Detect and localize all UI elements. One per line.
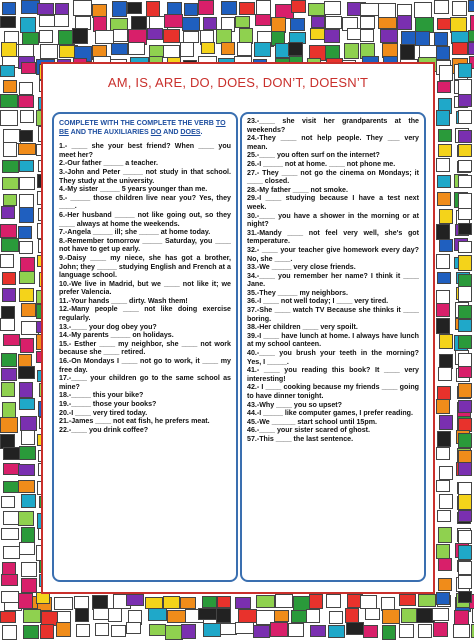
decorative-square: [436, 592, 450, 605]
instructions-verb: TO BE: [59, 119, 226, 136]
decorative-square: [255, 14, 271, 26]
right-column: [240, 112, 426, 582]
decorative-square: [19, 398, 35, 410]
decorative-square: [235, 622, 254, 634]
decorative-square: [18, 593, 33, 609]
decorative-square: [458, 286, 472, 302]
decorative-square: [436, 318, 450, 334]
decorative-square: [458, 110, 472, 124]
exercise-item: 3.-John and Peter _____ not study in that school. They study at the university.: [59, 167, 231, 185]
exercise-item: 26.-I _____ not at home. ____ not phone me.: [247, 159, 396, 168]
decorative-square: [72, 28, 88, 44]
decorative-square: [274, 610, 289, 622]
decorative-square: [438, 578, 452, 591]
decorative-square: [18, 366, 35, 379]
decorative-square: [439, 415, 453, 430]
decorative-square: [3, 546, 20, 559]
decorative-square: [458, 193, 472, 209]
decorative-square: [436, 399, 450, 414]
decorative-square: [458, 79, 472, 95]
decorative-square: [19, 241, 33, 254]
decorative-square: [436, 46, 450, 60]
decorative-square: [221, 1, 237, 15]
decorative-square: [458, 591, 472, 603]
decorative-square: [345, 608, 359, 623]
decorative-square: [95, 623, 109, 636]
decorative-square: [436, 480, 450, 492]
decorative-square: [437, 272, 451, 284]
decorative-square: [458, 160, 472, 172]
decorative-square: [288, 623, 304, 637]
exercise-item: 19.-_____ those your books?: [59, 400, 157, 408]
decorative-square: [19, 288, 34, 302]
worksheet-title: AM, IS, ARE, DO, DOES, DON’T, DOESN’T: [107, 75, 369, 90]
decorative-square: [458, 383, 472, 398]
decorative-square: [458, 462, 472, 476]
decorative-square: [239, 2, 255, 15]
exercise-item: 39.-I ____ have lunch at home. I always have lunch at my school canteen.: [247, 331, 419, 349]
decorative-square: [452, 1, 467, 16]
decorative-square: [235, 597, 251, 609]
decorative-square: [1, 353, 17, 367]
exercise-item: 35.-They _____ my neighbors.: [247, 288, 348, 297]
decorative-square: [438, 367, 452, 381]
decorative-square: [270, 622, 288, 637]
decorative-square: [111, 625, 126, 637]
decorative-square: [291, 0, 306, 13]
exercise-item: 12.-Many people ____ not like doing exercise regularly.: [59, 305, 231, 323]
exercise-item: 43.-Why ____ you so upset?: [247, 400, 343, 409]
decorative-square: [326, 594, 341, 608]
decorative-square: [76, 624, 90, 637]
exercise-item: 24.-They ____ not help people. They ___ very mean.: [247, 134, 419, 151]
decorative-square: [439, 209, 453, 224]
decorative-square: [399, 624, 414, 638]
decorative-square: [1, 496, 15, 508]
decorative-square: [0, 16, 16, 28]
decorative-square: [3, 447, 20, 460]
decorative-square: [167, 610, 186, 623]
decorative-square: [235, 16, 250, 28]
decorative-square: [19, 446, 36, 460]
decorative-square: [18, 511, 34, 526]
exercise-item: 23.-____ she visit her grandparents at the weekends?: [247, 117, 419, 134]
decorative-square: [111, 43, 128, 55]
exercise-item: 27.- They ____ not go the cinema on Mondays; it ____ closed.: [247, 168, 419, 186]
decorative-square: [458, 530, 472, 544]
decorative-square: [434, 32, 448, 46]
exercise-item: 21.-James ____ not eat fish, he prefers meat.: [59, 417, 210, 426]
decorative-square: [20, 17, 36, 33]
decorative-square: [3, 142, 17, 157]
decorative-square: [237, 42, 252, 56]
decorative-square: [146, 1, 160, 17]
decorative-square: [56, 622, 71, 637]
decorative-square: [0, 224, 17, 238]
decorative-square: [2, 288, 16, 302]
decorative-square: [18, 464, 35, 476]
instructions: [59, 119, 231, 136]
decorative-square: [0, 254, 14, 268]
decorative-square: [458, 400, 472, 413]
decorative-square: [458, 255, 472, 271]
decorative-square: [147, 28, 163, 40]
decorative-square: [365, 608, 380, 620]
decorative-square: [19, 82, 33, 95]
exercise-item: 44.-I _____ like computer games, I prefer reading.: [247, 409, 413, 418]
decorative-square: [310, 625, 326, 637]
decorative-square: [468, 0, 474, 12]
decorative-square: [414, 2, 432, 18]
decorative-square: [37, 3, 54, 15]
exercise-item: 36.-I ____ not well today; I ____ very tired.: [247, 297, 389, 306]
decorative-square: [360, 29, 374, 42]
decorative-square: [203, 623, 221, 637]
exercise-item: 25.-____ you often surf on the internet?: [247, 151, 380, 160]
decorative-square: [439, 494, 453, 509]
decorative-square: [184, 3, 198, 16]
decorative-square: [21, 578, 37, 593]
decorative-square: [458, 575, 472, 589]
instructions-end: .: [200, 127, 203, 136]
decorative-square: [275, 594, 293, 608]
decorative-square: [437, 386, 451, 400]
decorative-square: [2, 625, 17, 640]
decorative-square: [458, 175, 472, 188]
decorative-square: [458, 319, 472, 332]
decorative-square: [1, 382, 15, 397]
decorative-square: [126, 594, 144, 606]
decorative-square: [3, 334, 20, 346]
instructions-lead: COMPLETE WITH THE COMPLETE THE VERB: [59, 119, 216, 127]
decorative-square: [436, 447, 450, 460]
decorative-square: [437, 192, 451, 206]
exercise-item: 31.-Mandy ____ not feel very well, she's got temperature.: [247, 228, 419, 246]
worksheet: [41, 62, 435, 594]
decorative-square: [21, 527, 35, 543]
decorative-square: [0, 94, 18, 108]
decorative-square: [433, 622, 448, 637]
decorative-square: [360, 595, 377, 609]
decorative-square: [112, 1, 127, 17]
exercise-item: 42.- I ____ cooking because my friends ____ going to have dinner tonight.: [247, 383, 419, 400]
decorative-square: [458, 561, 472, 575]
exercise-item: 18.-_____ this your bike?: [59, 391, 144, 400]
decorative-square: [23, 625, 39, 639]
decorative-square: [163, 29, 180, 43]
decorative-square: [399, 594, 416, 606]
instructions-middle: AND THE AUXILIARIES: [68, 127, 151, 136]
decorative-square: [3, 194, 17, 206]
decorative-square: [164, 14, 183, 28]
exercise-item: 32.- ____ your teacher give homework every day? No, she ____.: [247, 245, 419, 263]
decorative-square: [453, 624, 470, 638]
decorative-square: [1, 368, 17, 381]
decorative-square: [54, 597, 73, 610]
decorative-square: [1, 591, 19, 603]
decorative-square: [221, 42, 235, 55]
decorative-square: [0, 65, 15, 77]
decorative-square: [436, 110, 450, 126]
exercise-item: 13.-____ your dog obey you?: [59, 322, 157, 331]
exercise-item: 29.-I ____ studying because I have a test next week.: [247, 194, 419, 211]
decorative-square: [454, 610, 469, 625]
decorative-square: [18, 143, 36, 155]
decorative-square: [128, 42, 145, 55]
decorative-square: [401, 608, 417, 623]
decorative-square: [108, 608, 122, 622]
exercise-item: 28.-My father ____ not smoke.: [247, 185, 348, 194]
instructions-do: DO: [150, 127, 162, 136]
decorative-square: [400, 44, 415, 60]
decorative-square: [346, 622, 364, 635]
decorative-square: [73, 0, 92, 16]
decorative-square: [438, 527, 452, 543]
exercise-item: 17.-____ your children go to the same school as mine?: [59, 374, 231, 391]
decorative-square: [324, 1, 341, 15]
decorative-square: [217, 596, 231, 608]
decorative-square: [75, 608, 89, 622]
decorative-square: [434, 0, 449, 14]
decorative-square: [415, 31, 430, 46]
decorative-square: [19, 207, 34, 223]
decorative-square: [324, 29, 340, 43]
decorative-square: [310, 28, 325, 40]
decorative-square: [2, 160, 19, 173]
decorative-square: [126, 622, 141, 634]
decorative-square: [397, 15, 412, 30]
exercise-item: 33.-We _____ very close friends.: [247, 263, 356, 272]
exercise-item: 15.- Esther ____ my neighbor, she ____ not work because she ____ retired.: [59, 339, 231, 357]
decorative-square: [311, 16, 325, 28]
exercise-item: 34.-____ you remember her name? I think it ____ Jane.: [247, 271, 419, 289]
decorative-square: [20, 416, 37, 431]
decorative-square: [458, 144, 472, 157]
decorative-square: [325, 16, 342, 29]
decorative-square: [439, 466, 453, 480]
decorative-square: [290, 18, 305, 31]
decorative-square: [306, 609, 320, 623]
decorative-square: [437, 175, 451, 188]
decorative-square: [198, 608, 217, 620]
decorative-square: [438, 144, 452, 157]
decorative-square: [18, 95, 34, 108]
exercise-item: 6.-Her husband _____ not like going out, so they ____ always at home the weekends.: [59, 210, 231, 228]
decorative-square: [18, 480, 35, 493]
decorative-square: [458, 223, 472, 235]
decorative-square: [1, 238, 19, 252]
decorative-square: [439, 239, 453, 252]
decorative-square: [19, 130, 33, 142]
decorative-square: [382, 625, 396, 640]
decorative-square: [458, 208, 472, 220]
decorative-square: [458, 510, 472, 522]
decorative-square: [21, 430, 35, 445]
decorative-square: [438, 558, 452, 571]
decorative-square: [458, 94, 472, 107]
exercise-item: 2.-Our father _____ a teacher.: [59, 159, 158, 168]
decorative-square: [2, 402, 16, 418]
decorative-square: [418, 624, 432, 638]
decorative-square: [437, 431, 451, 447]
decorative-square: [148, 608, 167, 621]
decorative-square: [40, 44, 58, 59]
decorative-square: [20, 338, 34, 353]
decorative-square: [2, 177, 19, 190]
decorative-square: [452, 42, 468, 55]
decorative-square: [19, 271, 35, 284]
decorative-square: [1, 42, 17, 57]
decorative-square: [378, 3, 396, 18]
decorative-square: [458, 433, 472, 448]
decorative-square: [439, 65, 453, 81]
decorative-square: [0, 611, 16, 623]
decorative-square: [19, 542, 35, 555]
decorative-square: [113, 29, 128, 42]
exercise-item: 7.-Angela _____ ill; she _____ at home today.: [59, 228, 211, 237]
decorative-square: [0, 110, 18, 126]
exercise-item: 20.-I ____ very tired today.: [59, 408, 148, 417]
decorative-square: [39, 30, 53, 43]
exercise-item: 16.-On Mondays I ____ not go to work, it ____ my free day.: [59, 357, 231, 374]
decorative-square: [203, 17, 217, 30]
decorative-square: [20, 110, 34, 123]
decorative-square: [380, 29, 398, 43]
decorative-square: [21, 303, 36, 317]
decorative-square: [432, 608, 449, 621]
decorative-square: [378, 17, 397, 29]
exercise-item: 8.-Remember tomorrow _____ Saturday, you ____ not have to get up early.: [59, 236, 231, 254]
decorative-square: [0, 318, 15, 331]
exercise-item: 46.-____ your sister scared of ghost.: [247, 426, 371, 435]
decorative-square: [288, 42, 303, 56]
decorative-square: [458, 494, 472, 510]
decorative-square: [54, 14, 69, 27]
decorative-square: [436, 254, 450, 269]
decorative-square: [436, 224, 450, 240]
right-exercise-list: [247, 117, 419, 444]
decorative-square: [1, 528, 19, 540]
decorative-square: [458, 63, 472, 78]
exercise-item: 22.-____ you drink coffee?: [59, 425, 149, 434]
decorative-square: [360, 3, 379, 16]
decorative-square: [19, 160, 34, 172]
decorative-square: [344, 43, 359, 59]
decorative-square: [468, 42, 474, 55]
decorative-square: [2, 272, 16, 285]
decorative-square: [309, 594, 323, 609]
decorative-square: [418, 594, 436, 607]
decorative-square: [238, 609, 257, 623]
exercise-item: 40.-____ you brush your teeth in the morning? Yes, I _____.: [247, 349, 419, 366]
decorative-square: [21, 494, 36, 508]
decorative-square: [437, 510, 451, 522]
left-column: [52, 112, 238, 582]
decorative-square: [458, 305, 472, 319]
decorative-square: [458, 335, 472, 349]
decorative-square: [149, 624, 166, 636]
exercise-item: 30.-____ you have a shower in the morning or at night?: [247, 211, 419, 229]
instructions-does: DOES: [180, 127, 201, 136]
decorative-square: [436, 158, 450, 172]
decorative-square: [2, 2, 16, 15]
decorative-square: [458, 130, 472, 143]
decorative-square: [180, 42, 194, 57]
exercise-item: 37.-She ____ watch TV Because she thinks it ____ boring.: [247, 306, 419, 323]
exercise-item: 4.-My sister _____ 5 years younger than me.: [59, 185, 208, 194]
decorative-square: [458, 353, 472, 367]
decorative-square: [254, 42, 271, 57]
exercise-item: 57.-This ____ the last sentence.: [247, 434, 354, 443]
exercise-item: 45.-We ______ start school until 15pm.: [247, 417, 377, 426]
exercise-item: 14.-My parents _____ on holidays.: [59, 331, 174, 340]
decorative-square: [19, 382, 33, 398]
decorative-square: [127, 2, 142, 14]
decorative-square: [39, 15, 55, 27]
exercise-item: 11.-Your hands ____ dirty. Wash them!: [59, 296, 188, 305]
decorative-square: [202, 596, 217, 608]
decorative-square: [437, 81, 451, 93]
exercise-item: 41.- ____ you reading this book? It ____ very interesting!: [247, 366, 419, 383]
decorative-square: [201, 42, 215, 54]
exercise-item: 5.- _____ those children live near you? Yes, they ____.: [59, 193, 231, 211]
decorative-square: [1, 574, 18, 586]
decorative-square: [436, 544, 450, 559]
exercise-item: 38.-Her children ____ very spoilt.: [247, 323, 358, 332]
decorative-square: [256, 0, 271, 15]
decorative-square: [0, 417, 18, 433]
exercise-item: 1.- ____ she your best friend? When ____ you meet her?: [59, 142, 231, 159]
decorative-square: [3, 511, 19, 525]
left-exercise-list: [59, 142, 231, 434]
decorative-square: [470, 15, 474, 31]
decorative-square: [3, 80, 17, 93]
decorative-square: [458, 545, 472, 560]
decorative-square: [438, 129, 452, 142]
exercise-item: 9.-Daisy ____ my niece, she has got a brother, John; they _____ studying English and French at a language school.: [59, 253, 231, 280]
decorative-square: [182, 17, 200, 31]
decorative-square: [458, 366, 472, 378]
decorative-square: [180, 597, 196, 609]
decorative-square: [18, 226, 32, 239]
decorative-square: [21, 62, 36, 74]
decorative-square: [1, 206, 15, 219]
exercise-item: 10.-We live in Madrid, but we ____ not like it; we prefer Valencia.: [59, 279, 231, 297]
decorative-square: [19, 177, 35, 190]
decorative-square: [21, 562, 37, 577]
instructions-and: AND: [161, 127, 181, 136]
decorative-square: [458, 241, 472, 253]
decorative-square: [436, 303, 450, 317]
decorative-square: [468, 30, 474, 42]
decorative-square: [256, 595, 275, 608]
decorative-square: [23, 609, 41, 623]
decorative-square: [329, 611, 343, 624]
decorative-square: [95, 30, 114, 44]
decorative-square: [198, 0, 214, 15]
decorative-square: [216, 608, 231, 623]
decorative-square: [439, 334, 453, 349]
decorative-square: [382, 609, 400, 624]
